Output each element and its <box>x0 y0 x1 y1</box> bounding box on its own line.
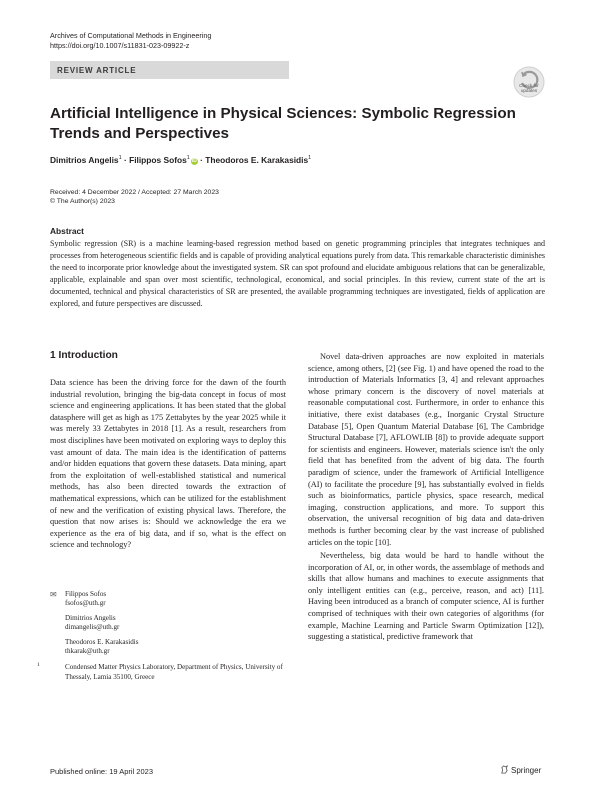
coauthor-contact: Dimitrios Angelis dimangelis@uth.gr <box>50 614 286 633</box>
doi-link[interactable]: https://doi.org/10.1007/s11831-023-09922-z <box>50 40 190 50</box>
check-for-updates-label: Check for updates <box>519 83 539 94</box>
published-date: Published online: 19 April 2023 <box>50 767 153 776</box>
author-name[interactable]: Filippos Sofos <box>129 155 187 165</box>
corresponding-author: Filippos Sofos fsofos@uth.gr <box>50 590 286 609</box>
email-link[interactable]: fsofos@uth.gr <box>65 599 106 608</box>
publisher-name: Springer <box>511 766 542 775</box>
received-accepted: Received: 4 December 2022 / Accepted: 27 March 2023 <box>50 189 219 196</box>
article-title: Artificial Intelligence in Physical Sciences: Symbolic Regression Trends and Perspectives <box>50 105 516 142</box>
publisher-logo <box>500 765 541 775</box>
orcid-icon[interactable]: iD <box>191 158 197 164</box>
coauthor-contact: Theodoros E. Karakasidis thkarak@uth.gr <box>50 638 286 657</box>
author-list: Dimitrios Angelis$^1$ · Filippos Sofos$^1$ iD · Theodoros E. Karakasidis$^1$ <box>50 155 312 165</box>
author-affiliation: 1 <box>118 155 122 162</box>
right-column <box>308 351 544 643</box>
paragraph: Novel data-driven approaches are now exploited in materials science, among others, [2] (see Fig. 1) and have opened the road to the introduction of Materials Informatics [3, 4] and relevant approaches whose primary concern is the discovery of novel materials at reasonable computational cost. Furthermore, in order to enhance this initiative, there exist databases (e.g., Inorganic Crystal Structure Database [5], Open Quantum Material Database [6], The Cambridge Structural Database [7], AFLOWLIB [8]) to provide adequate support for scientists and engineers. However, materials science isn't the only field that has benefited from the advent of big data. The fourth paradigm of science, under the framework of Artificial Intelligence (AI) to facilitate the procedure [9], has substantially evolved in fields such as bioinformatics, particle physics, space research, medical imaging, construction applications, and more. To support this observation, the universal recognition of big data and data-driven methods is further becoming clear by the vast increase of published articles on the topic [10]. <box>308 352 544 547</box>
author-affiliation: 1 <box>186 155 190 162</box>
left-column <box>50 377 286 551</box>
author-affiliation: 1 <box>308 155 312 162</box>
email-link[interactable]: thkarak@uth.gr <box>65 647 110 656</box>
email-link[interactable]: dimangelis@uth.gr <box>65 623 120 632</box>
copyright: © The Author(s) 2023 <box>50 198 115 205</box>
affiliation-number: 1 <box>37 662 40 669</box>
abstract-text: Symbolic regression (SR) is a machine learning-based regression method based on genetic programming principles that integrates techniques and processes from heterogeneous scientific fields and is capable of providing analytical equations purely from data. This remarkable characteristic diminishes the need to incorporate prior knowledge about the investigated system. SR can spot profound and elucidate ambiguous relations that can be generalizable, applicable, explainable and span over most scientific, technological, economical, and social principles. In this review, current state of the art is documented, technical and physical characteristics of SR are presented, the available programming techniques are investigated, fields of application are explored, and future perspectives are discussed. <box>50 239 546 308</box>
article-dates <box>50 188 219 206</box>
paragraph: Nevertheless, big data would be hard to handle without the incorporation of AI, or, in other words, the assemblage of methods and skills that allow humans and machines to execute assignments that only intelligent entities can (e.g., perceive, reason, and act) [11]. Having been introduced as a branch of computer science, AI is further comprised of techniques with their own categories of algorithms (for example, Machine Learning and Particle Swarm Optimization [12]), suggesting a statistical, predictive framework that <box>308 551 544 642</box>
paragraph: Data science has been the driving force for the dawn of the fourth industrial revolution, bringing the big-data concept in focus of most science and engineering applications. It has been stated that the global datasphere will get as high as 175 Zettabytes by the year 2025 while it was merely 33 Zettabytes in 2018 [1]. As a result, researchers from most disciplines have been motivated on exploring ways to deploy this vast amount of data. The main idea is the identification of patterns and/or hidden equations that govern these datasets. Data mining, apart from the exploitation of well-established statistical and numerical methods, has also been directed towards the extraction of mathematical expressions, which can be utilized for the establishment of new and the verification of existing physical laws. Therefore, the question that now arises is: Should we acknowledge the era we experience as the era of big data, and if so, what is the effect on science and technology? <box>50 378 286 550</box>
affiliation: 1 Condensed Matter Physics Laboratory, Department of Physics, University of Thessaly, Lamia 35100, Greece <box>37 662 283 681</box>
envelope-icon: ✉ <box>50 590 57 599</box>
author-name[interactable]: Dimitrios Angelis <box>50 155 119 165</box>
author-name[interactable]: Theodoros E. Karakasidis <box>205 155 309 165</box>
springer-horse-icon <box>500 765 509 774</box>
journal-header <box>50 31 211 50</box>
footnotes <box>37 590 286 682</box>
journal-name: Archives of Computational Methods in Engineering <box>50 31 212 40</box>
section-heading: 1 Introduction <box>50 350 118 361</box>
article-type-label: REVIEW ARTICLE <box>57 66 137 75</box>
abstract-heading: Abstract <box>50 226 84 236</box>
